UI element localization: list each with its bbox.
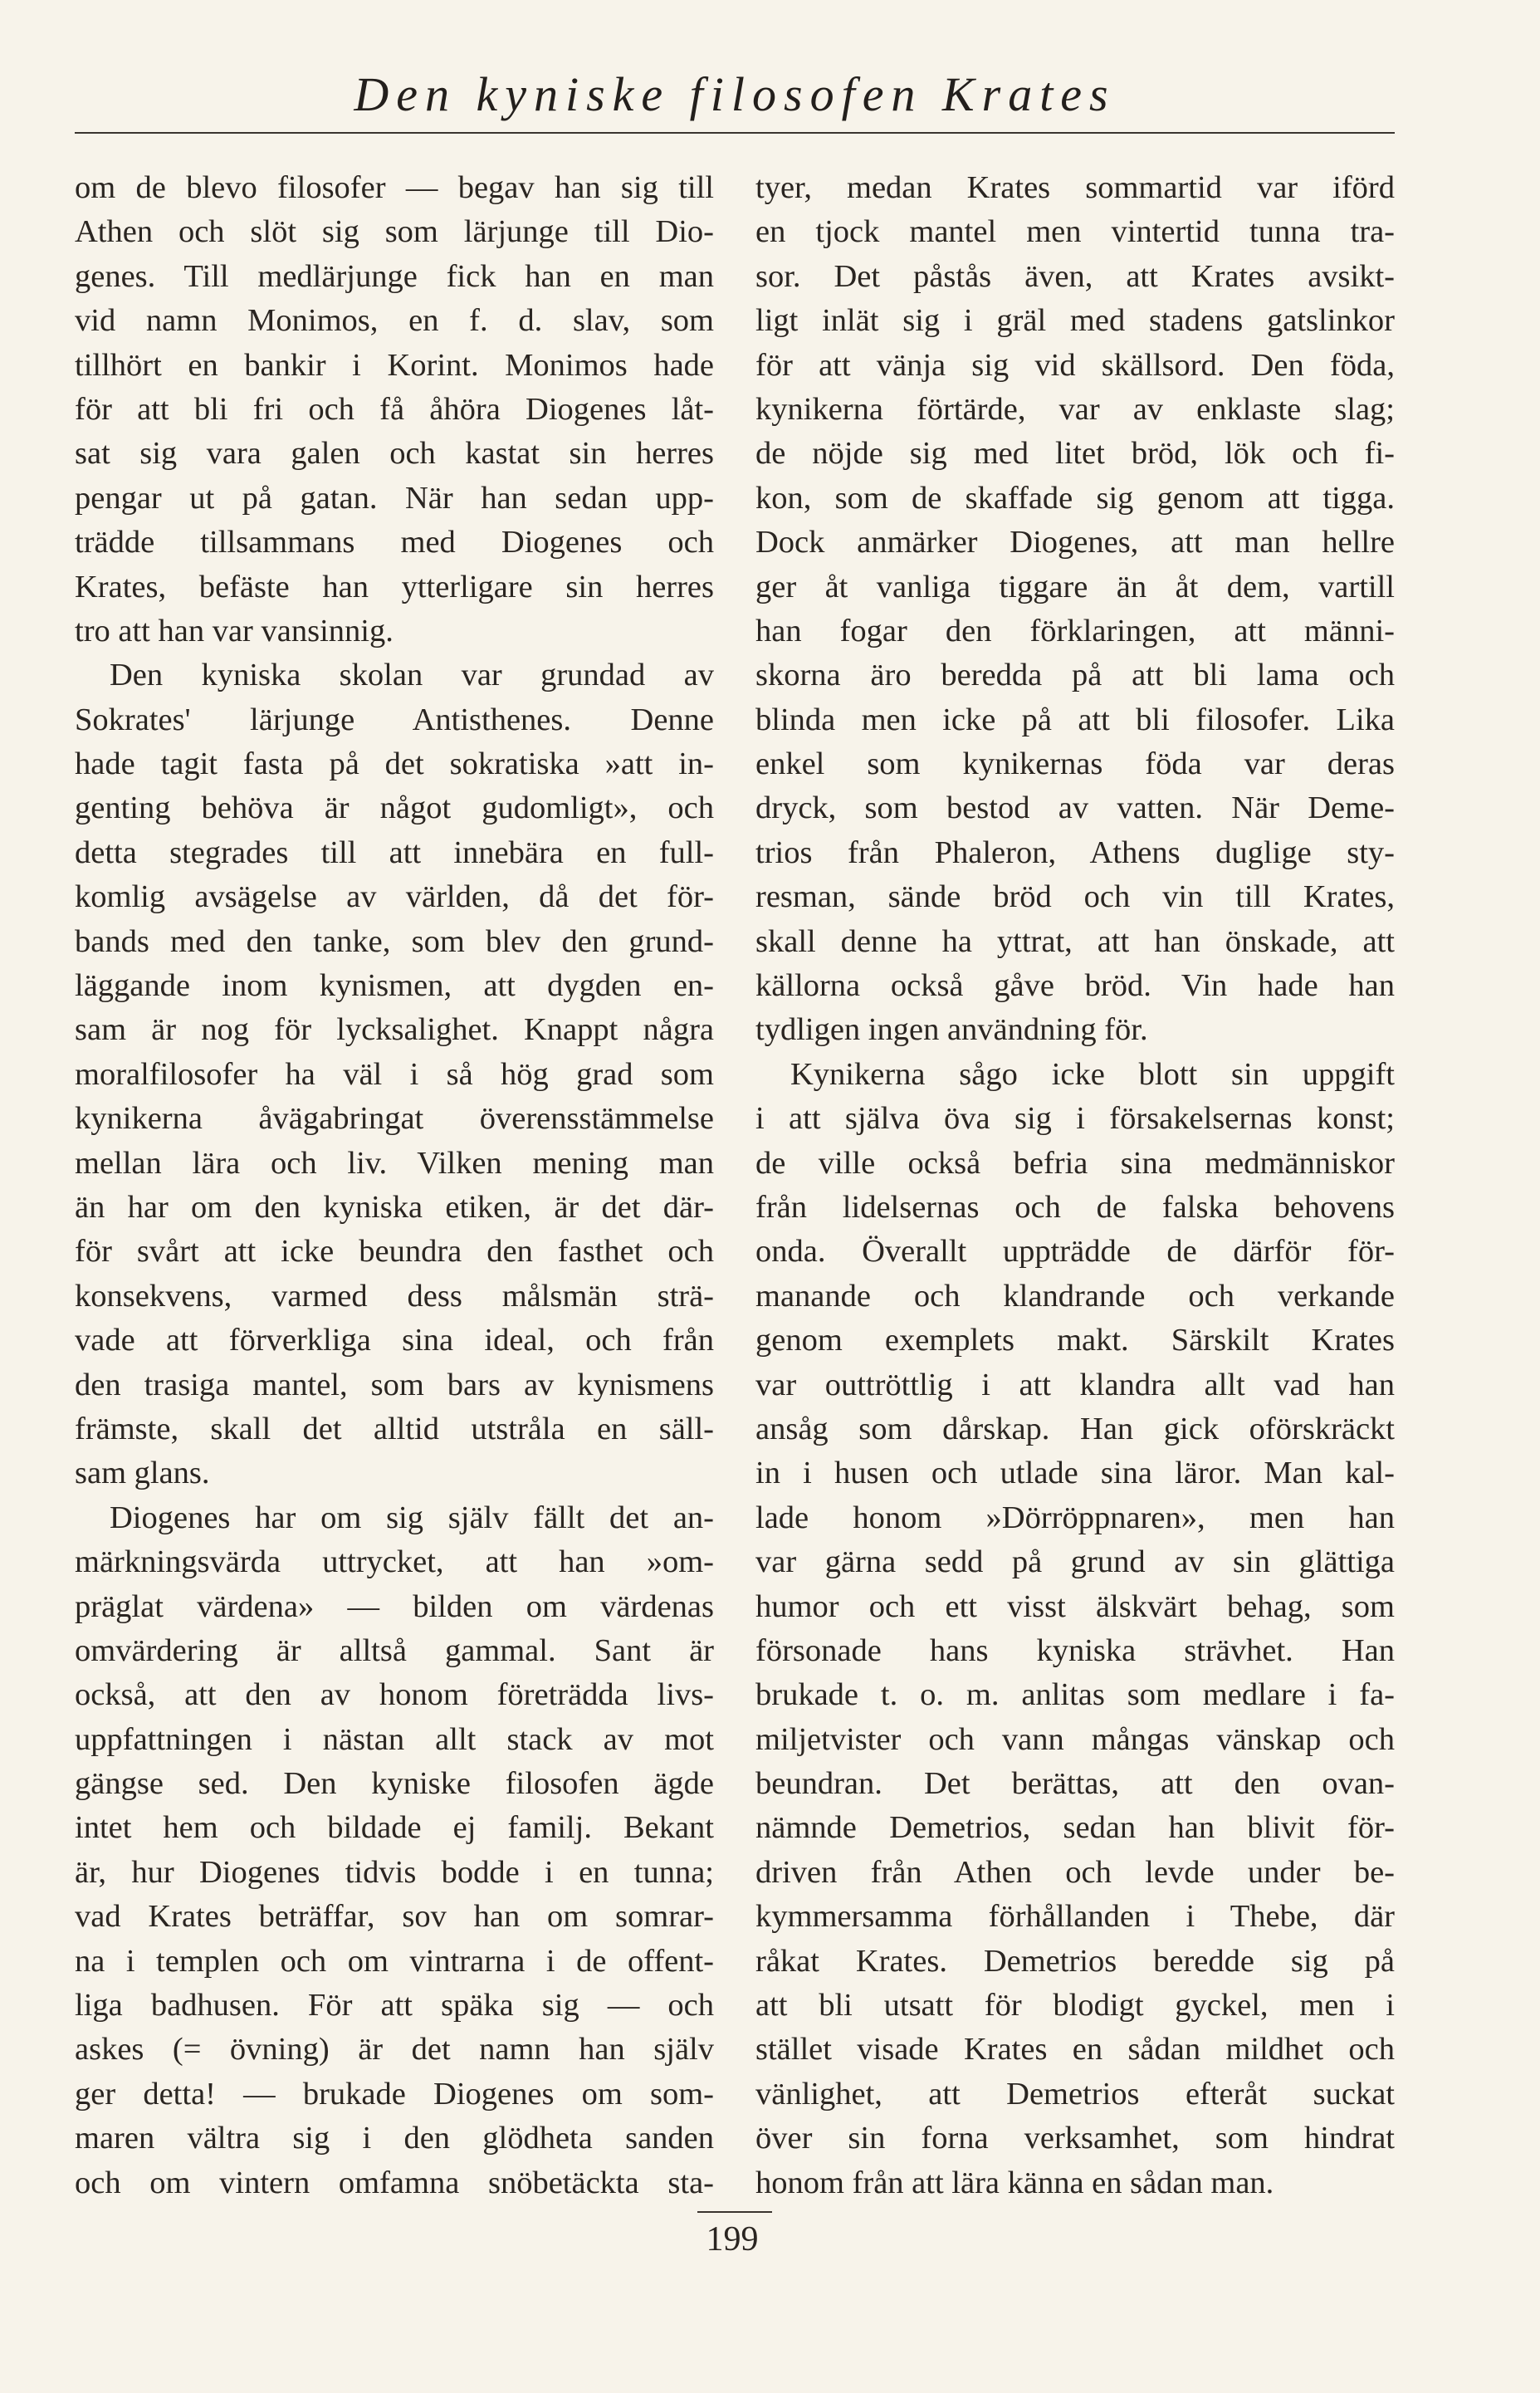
- text-line: komlig avsägelse av världen, då det för-: [75, 879, 714, 915]
- text-line: än har om den kyniska etiken, är det där-: [75, 1189, 714, 1225]
- text-line: ansåg som dårskap. Han gick oförskräckt: [755, 1411, 1395, 1446]
- text-line: han fogar den förklaringen, att männi-: [755, 613, 1395, 648]
- text-line: Dock anmärker Diogenes, att man hellre: [755, 525, 1395, 560]
- text-line: brukade t. o. m. anlitas som medlare i fa-: [755, 1677, 1395, 1713]
- text-line: skall denne ha yttrat, att han önskade, att: [755, 923, 1395, 959]
- text-line: Diogenes har om sig själv fällt det an-: [110, 1500, 714, 1535]
- text-line: moralfilosofer ha väl i så hög grad som: [75, 1056, 714, 1092]
- text-line: gängse sed. Den kyniske filosofen ägde: [75, 1766, 714, 1802]
- text-line: tyer, medan Krates sommartid var iförd: [755, 170, 1395, 205]
- text-line: honom från att lära känna en sådan man.: [755, 2165, 1274, 2200]
- text-line: na i templen och om vintrarna i de offent-: [75, 1943, 714, 1979]
- page-number-rule: [697, 2211, 772, 2213]
- text-line: genom exemplets makt. Särskilt Krates: [755, 1323, 1395, 1358]
- text-line: var gärna sedd på grund av sin glättiga: [755, 1544, 1395, 1580]
- text-line: märkningsvärda uttrycket, att han »om-: [75, 1544, 714, 1580]
- text-line: att bli utsatt för blodigt gyckel, men i: [755, 1988, 1395, 2024]
- text-line: präglat värdena» — bilden om värdenas: [75, 1588, 714, 1624]
- right-column: [755, 166, 1395, 2205]
- text-line: vad Krates beträffar, sov han om somrar-: [75, 1899, 714, 1935]
- text-line: askes (= övning) är det namn han själv: [75, 2032, 714, 2068]
- text-line: sor. Det påstås även, att Krates avsikt-: [755, 258, 1395, 294]
- text-line: kymmersamma förhållanden i Thebe, där: [755, 1899, 1395, 1935]
- text-line: främste, skall det alltid utstråla en säll-: [75, 1411, 714, 1446]
- text-line: enkel som kynikernas föda var deras: [755, 746, 1395, 782]
- text-line: läggande inom kynismen, att dygden en-: [75, 968, 714, 1004]
- text-line: för svårt att icke beundra den fasthet och: [75, 1234, 714, 1270]
- text-line: humor och ett visst älskvärt behag, som: [755, 1588, 1395, 1624]
- text-line: sam är nog för lycksalighet. Knappt några: [75, 1012, 714, 1048]
- text-line: mellan lära och liv. Vilken mening man: [75, 1145, 714, 1181]
- text-line: liga badhusen. För att späka sig — och: [75, 1988, 714, 2024]
- text-line: i att själva öva sig i försakelsernas konst;: [755, 1101, 1395, 1137]
- text-line: intet hem och bildade ej familj. Bekant: [75, 1810, 714, 1846]
- text-line: sam glans.: [75, 1456, 210, 1491]
- header-rule: [75, 132, 1395, 134]
- text-line: tro att han var vansinnig.: [75, 613, 394, 648]
- text-line: källorna också gåve bröd. Vin hade han: [755, 968, 1395, 1004]
- text-line: råkat Krates. Demetrios beredde sig på: [755, 1943, 1395, 1979]
- text-line: detta stegrades till att innebära en full-: [75, 834, 714, 870]
- text-line: nämnde Demetrios, sedan han blivit för-: [755, 1810, 1395, 1846]
- text-line: och om vintern omfamna snöbetäckta sta-: [75, 2165, 714, 2200]
- text-line: den trasiga mantel, som bars av kynismens: [75, 1367, 714, 1402]
- text-line: onda. Överallt uppträdde de därför för-: [755, 1234, 1395, 1270]
- text-line: trädde tillsammans med Diogenes och: [75, 525, 714, 560]
- text-line: var outtröttlig i att klandra allt vad han: [755, 1367, 1395, 1402]
- text-line: pengar ut på gatan. När han sedan upp-: [75, 480, 714, 516]
- text-line: kon, som de skaffade sig genom att tigga.: [755, 480, 1395, 516]
- text-line: över sin forna verksamhet, som hindrat: [755, 2121, 1395, 2156]
- text-line: vade att förverkliga sina ideal, och från: [75, 1323, 714, 1358]
- text-line: bands med den tanke, som blev den grund-: [75, 923, 714, 959]
- text-line: tydligen ingen användning för.: [755, 1012, 1148, 1048]
- text-line: genting behöva är något gudomligt», och: [75, 790, 714, 826]
- text-line: Kynikerna sågo icke blott sin uppgift: [790, 1056, 1395, 1092]
- page-number: 199: [706, 2220, 759, 2258]
- text-line: maren vältra sig i den glödheta sanden: [75, 2121, 714, 2156]
- text-line: en tjock mantel men vintertid tunna tra-: [755, 214, 1395, 250]
- text-line: för att vänja sig vid skällsord. Den föda,: [755, 347, 1395, 383]
- text-line: ger åt vanliga tiggare än åt dem, vartill: [755, 569, 1395, 604]
- text-line: hade tagit fasta på det sokratiska »att in-: [75, 746, 714, 782]
- text-line: försonade hans kyniska strävhet. Han: [755, 1632, 1395, 1668]
- text-line: ger detta! — brukade Diogenes om som-: [75, 2076, 714, 2112]
- text-line: lade honom »Dörröppnaren», men han: [755, 1500, 1395, 1535]
- text-line: ligt inlät sig i gräl med stadens gatslinkor: [755, 303, 1395, 339]
- text-line: Krates, befäste han ytterligare sin herres: [75, 569, 714, 604]
- text-line: in i husen och utlade sina läror. Man kal-: [755, 1456, 1395, 1491]
- text-line: vid namn Monimos, en f. d. slav, som: [75, 303, 714, 339]
- text-line: trios från Phaleron, Athens duglige sty-: [755, 834, 1395, 870]
- text-line: uppfattningen i nästan allt stack av mot: [75, 1721, 714, 1757]
- text-line: genes. Till medlärjunge fick han en man: [75, 258, 714, 294]
- text-line: miljetvister och vann mångas vänskap och: [755, 1721, 1395, 1757]
- text-line: Den kyniska skolan var grundad av: [110, 658, 714, 693]
- text-line: omvärdering är alltså gammal. Sant är: [75, 1632, 714, 1668]
- text-line: driven från Athen och levde under be-: [755, 1854, 1395, 1890]
- text-line: från lidelsernas och de falska behovens: [755, 1189, 1395, 1225]
- text-line: kynikerna förtärde, var av enklaste slag;: [755, 391, 1395, 427]
- text-line: för att bli fri och få åhöra Diogenes låt-: [75, 391, 714, 427]
- text-line: de ville också befria sina medmänniskor: [755, 1145, 1395, 1181]
- text-line: blinda men icke på att bli filosofer. Lika: [755, 702, 1395, 737]
- running-head: Den kyniske filosofen Krates: [354, 67, 1116, 121]
- text-line: också, att den av honom företrädda livs-: [75, 1677, 714, 1713]
- text-line: manande och klandrande och verkande: [755, 1278, 1395, 1314]
- text-line: beundran. Det berättas, att den ovan-: [755, 1766, 1395, 1802]
- text-line: kynikerna åvägabringat överensstämmelse: [75, 1101, 714, 1137]
- text-line: de nöjde sig med litet bröd, lök och fi-: [755, 436, 1395, 472]
- text-line: vänlighet, att Demetrios efteråt suckat: [755, 2076, 1395, 2112]
- text-line: dryck, som bestod av vatten. När Deme-: [755, 790, 1395, 826]
- text-line: Sokrates' lärjunge Antisthenes. Denne: [75, 702, 714, 737]
- text-line: stället visade Krates en sådan mildhet och: [755, 2032, 1395, 2068]
- text-line: Athen och slöt sig som lärjunge till Dio-: [75, 214, 714, 250]
- text-line: resman, sände bröd och vin till Krates,: [755, 879, 1395, 915]
- text-line: tillhört en bankir i Korint. Monimos hade: [75, 347, 714, 383]
- text-line: skorna äro beredda på att bli lama och: [755, 658, 1395, 693]
- text-line: om de blevo filosofer — begav han sig till: [75, 170, 714, 205]
- text-line: sat sig vara galen och kastat sin herres: [75, 436, 714, 472]
- text-line: konsekvens, varmed dess målsmän strä-: [75, 1278, 714, 1314]
- left-column: [75, 166, 714, 2205]
- text-line: är, hur Diogenes tidvis bodde i en tunna;: [75, 1854, 714, 1890]
